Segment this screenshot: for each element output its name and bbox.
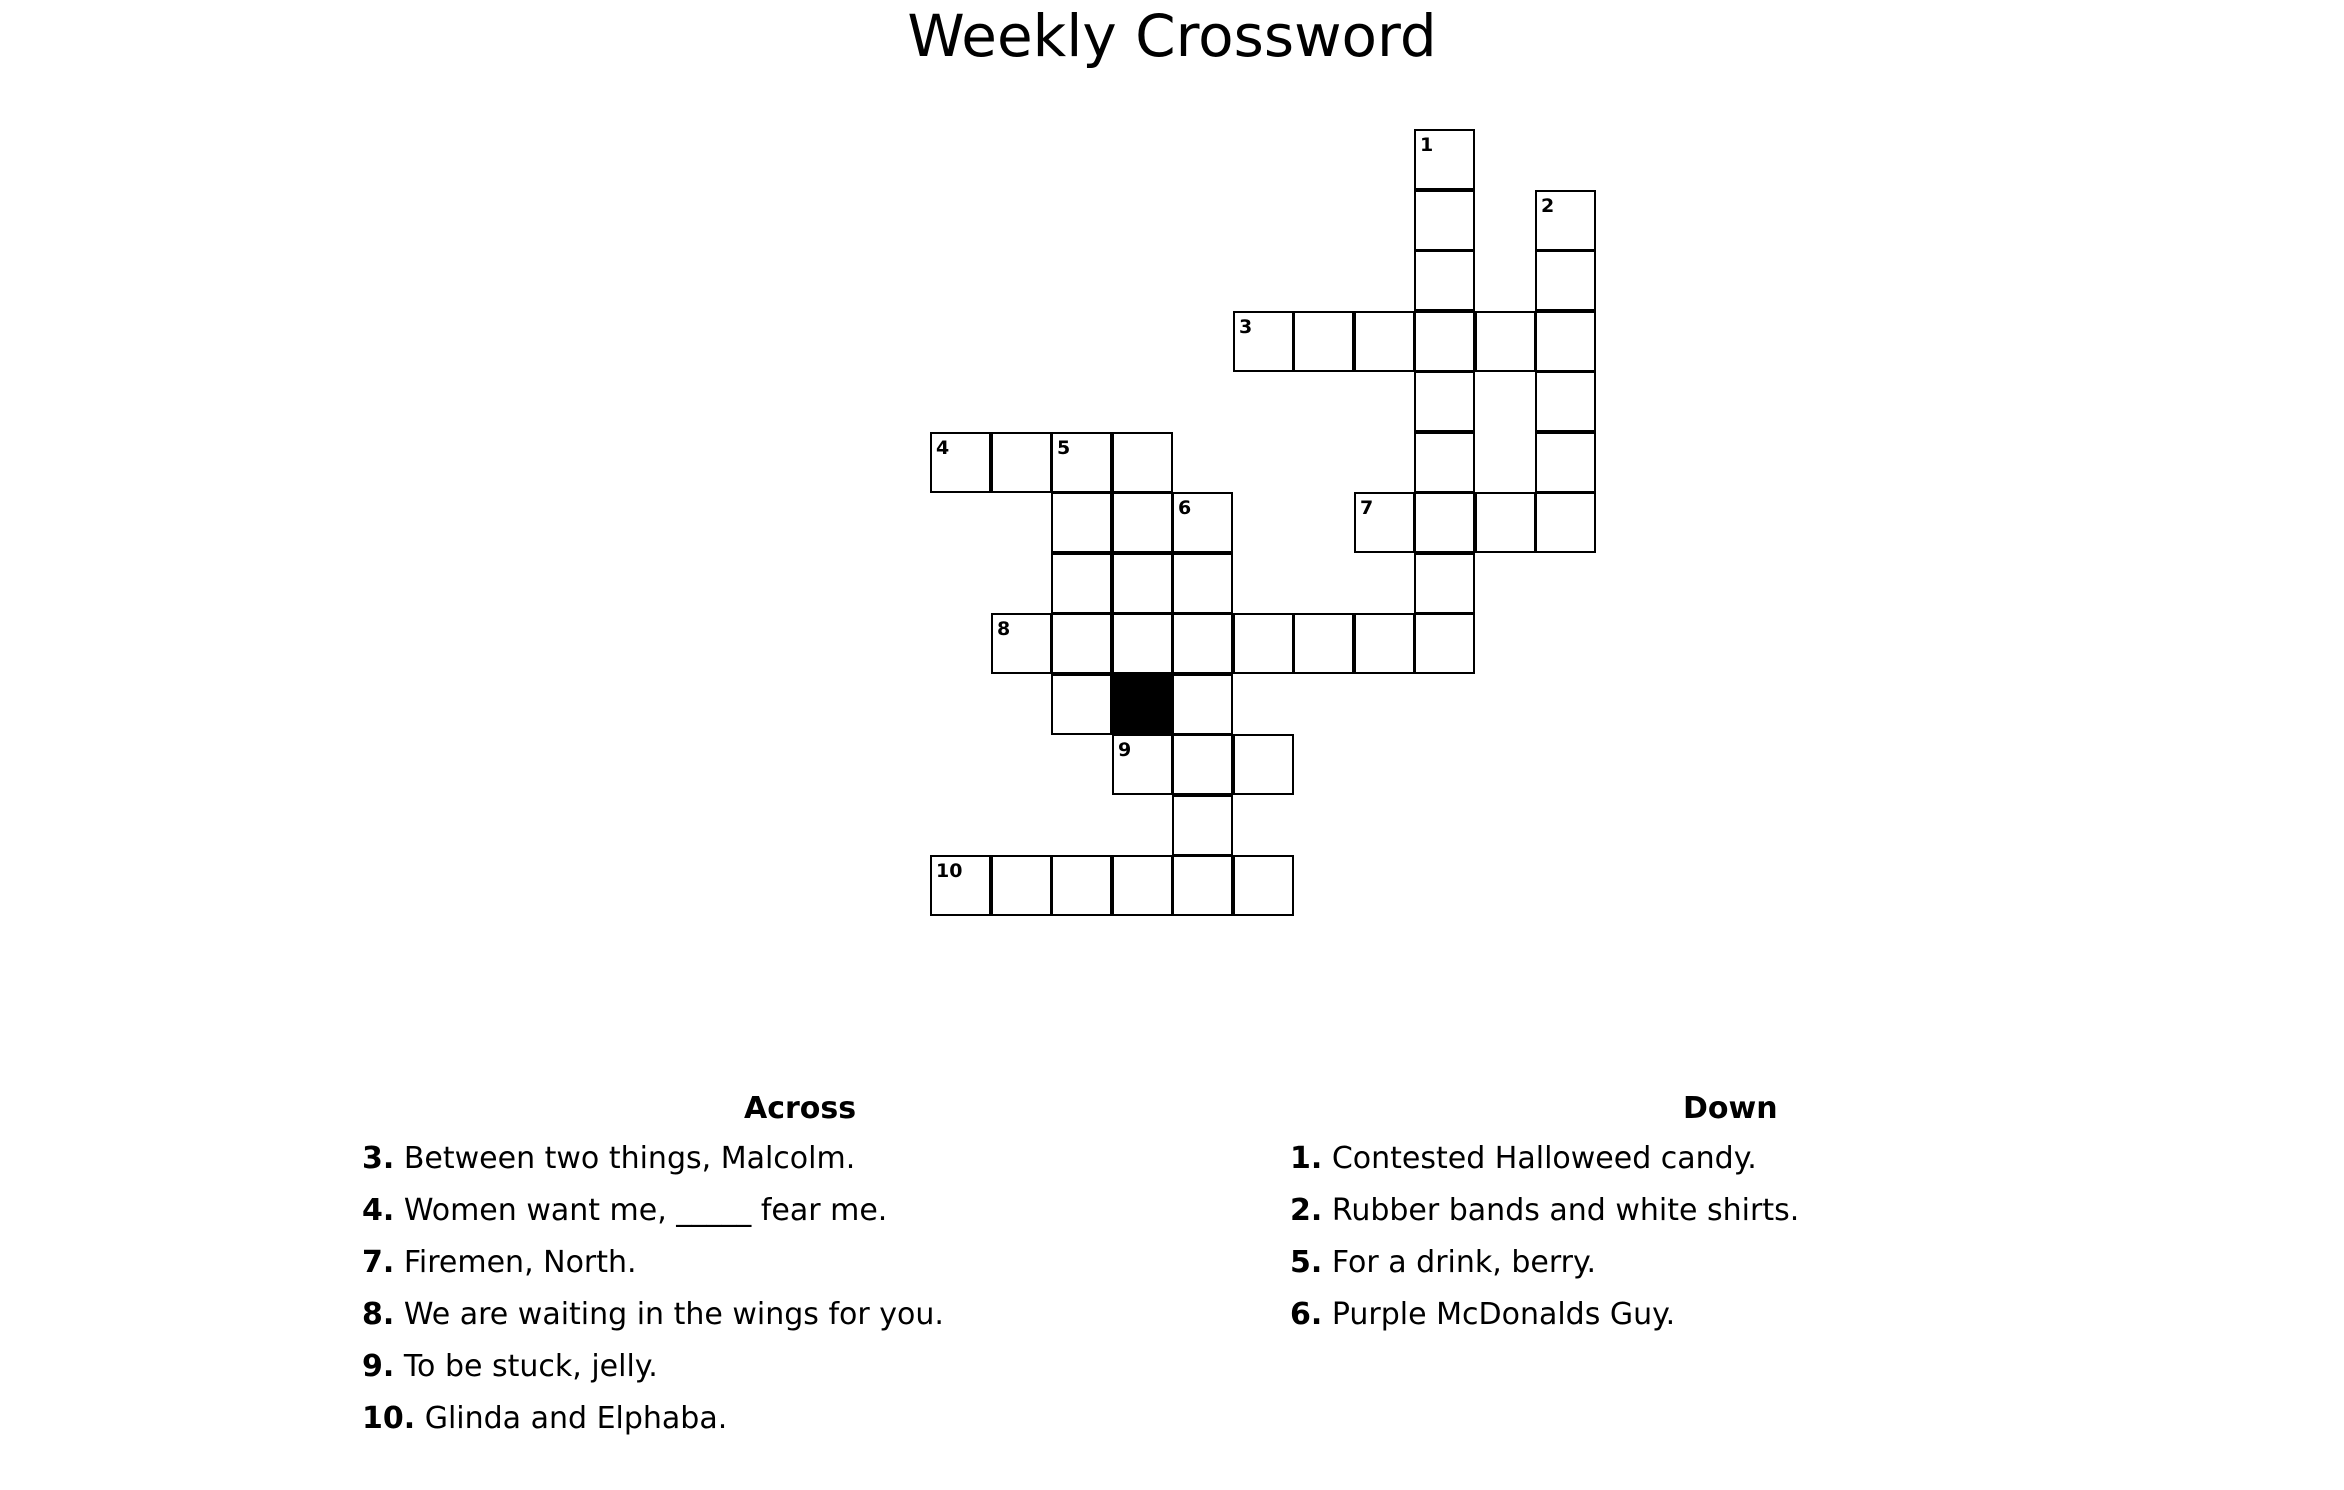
grid-cell[interactable] [1112,855,1173,916]
grid-cell[interactable] [1051,492,1112,553]
across-clue [362,1341,1082,1393]
grid-cell[interactable] [930,855,991,916]
down-heading: Down [1683,1091,1778,1126]
grid-cell[interactable] [1172,855,1233,916]
clue-number: 10. [362,1401,416,1436]
clue-number: 6. [1290,1297,1323,1332]
grid-cell[interactable] [1414,311,1475,372]
grid-cell[interactable] [1535,250,1596,311]
clue-text: We are waiting in the wings for you. [403,1297,944,1332]
grid-cell[interactable] [1535,311,1596,372]
down-clue [1290,1237,2010,1289]
grid-cell[interactable] [1535,432,1596,493]
clue-text: Between two things, Malcolm. [403,1141,856,1176]
clue-text: Contested Halloweed candy. [1331,1141,1757,1176]
grid-cell[interactable] [1233,311,1294,372]
page-title: Weekly Crossword [907,2,1437,70]
cell-number: 2 [1541,195,1555,217]
grid-cell[interactable] [1414,250,1475,311]
grid-cell[interactable] [1172,613,1233,674]
clue-text: Women want me, _____ fear me. [403,1193,888,1228]
grid-cell[interactable] [1233,734,1294,795]
cell-number: 6 [1178,497,1192,519]
clue-number: 3. [362,1141,395,1176]
grid-cell[interactable] [1354,613,1415,674]
across-clue [362,1133,1082,1185]
grid-cell[interactable] [930,432,991,493]
grid-cell[interactable] [1475,492,1536,553]
grid-cell[interactable] [1535,190,1596,251]
grid-cell[interactable] [1051,432,1112,493]
grid-cell[interactable] [1051,855,1112,916]
grid-cell[interactable] [1414,371,1475,432]
grid-cell[interactable] [991,613,1052,674]
grid-cell[interactable] [991,855,1052,916]
clue-number: 1. [1290,1141,1323,1176]
grid-cell[interactable] [1112,613,1173,674]
grid-cell[interactable] [1172,734,1233,795]
across-clue [362,1185,1082,1237]
grid-cell[interactable] [1051,674,1112,735]
clue-number: 9. [362,1349,395,1384]
across-clue [362,1289,1082,1341]
grid-cell[interactable] [1414,129,1475,190]
across-heading: Across [744,1091,857,1126]
down-clues [1290,1085,2010,1341]
grid-cell[interactable] [1172,795,1233,856]
grid-cell[interactable] [1354,492,1415,553]
cell-number: 9 [1118,739,1132,761]
clue-number: 2. [1290,1193,1323,1228]
cell-number: 10 [936,860,963,882]
black-square [1112,674,1173,735]
clue-number: 8. [362,1297,395,1332]
cell-number: 3 [1239,316,1253,338]
clue-text: Firemen, North. [403,1245,637,1280]
grid-cell[interactable] [1414,190,1475,251]
cell-number: 4 [936,437,950,459]
grid-cell[interactable] [1172,553,1233,614]
across-clues [362,1085,1082,1445]
across-clue [362,1237,1082,1289]
grid-cell[interactable] [1112,553,1173,614]
grid-cell[interactable] [1414,553,1475,614]
grid-cell[interactable] [1233,855,1294,916]
grid-cell[interactable] [1233,613,1294,674]
grid-cell[interactable] [1112,432,1173,493]
grid-cell[interactable] [1414,613,1475,674]
grid-cell[interactable] [1535,492,1596,553]
clue-text: To be stuck, jelly. [403,1349,658,1384]
grid-cell[interactable] [1051,553,1112,614]
clue-text: Purple McDonalds Guy. [1331,1297,1676,1332]
clue-number: 7. [362,1245,395,1280]
grid-cell[interactable] [991,432,1052,493]
cell-number: 7 [1360,497,1374,519]
down-clue [1290,1289,2010,1341]
clue-number: 5. [1290,1245,1323,1280]
grid-cell[interactable] [1414,492,1475,553]
down-clue [1290,1133,2010,1185]
grid-cell[interactable] [1475,311,1536,372]
grid-cell[interactable] [1293,613,1354,674]
grid-cell[interactable] [1112,734,1173,795]
grid-cell[interactable] [1354,311,1415,372]
cell-number: 1 [1420,134,1434,156]
cell-number: 5 [1057,437,1071,459]
grid-cell[interactable] [1293,311,1354,372]
grid-cell[interactable] [1172,674,1233,735]
grid-cell[interactable] [1535,371,1596,432]
clue-number: 4. [362,1193,395,1228]
across-clue [362,1393,1082,1445]
clue-text: For a drink, berry. [1331,1245,1596,1280]
grid-cell[interactable] [1414,432,1475,493]
clue-text: Glinda and Elphaba. [424,1401,728,1436]
down-clue [1290,1185,2010,1237]
grid-cell[interactable] [1112,492,1173,553]
grid-cell[interactable] [1172,492,1233,553]
cell-number: 8 [997,618,1011,640]
clue-text: Rubber bands and white shirts. [1331,1193,1800,1228]
grid-cell[interactable] [1051,613,1112,674]
